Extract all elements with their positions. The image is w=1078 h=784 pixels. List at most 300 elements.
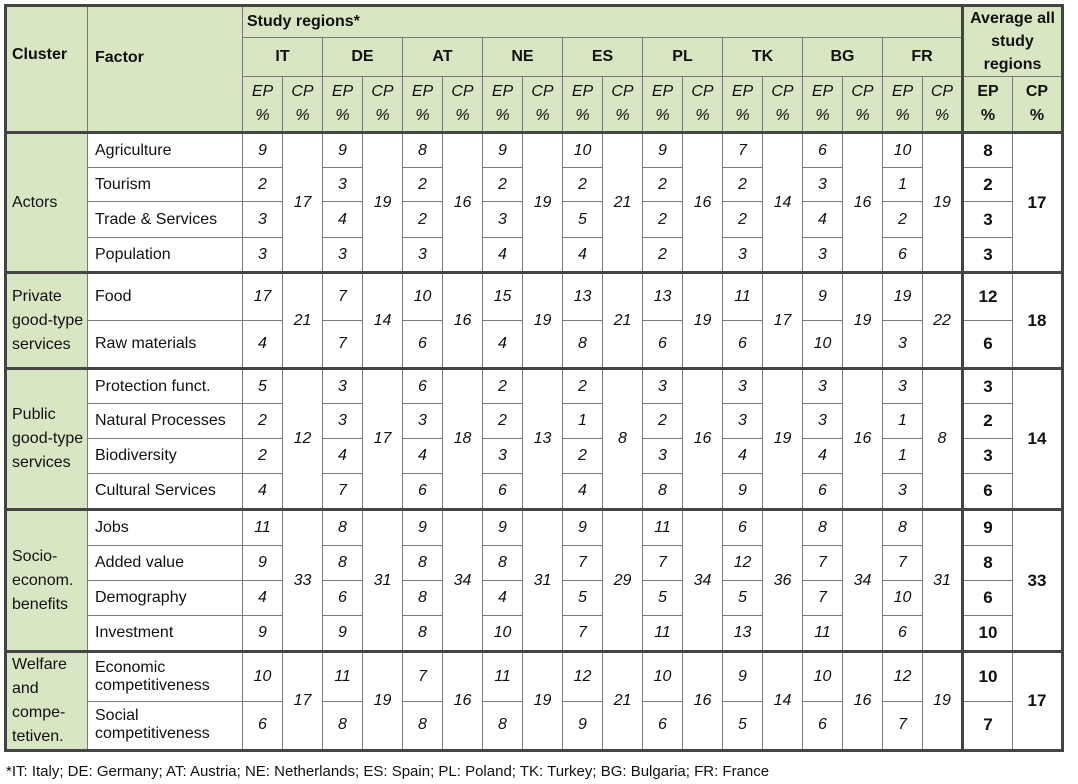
- cp-value-ne: 19: [523, 273, 563, 369]
- factor-name: Investment: [88, 616, 243, 652]
- cp-value-tk: 14: [763, 133, 803, 273]
- ep-unit-pct: %: [735, 107, 750, 124]
- ep-value-de: 9: [323, 616, 363, 652]
- factor-name: Trade & Services: [88, 202, 243, 238]
- ep-value-de: 3: [323, 238, 363, 273]
- ep-value-bg: 4: [803, 202, 843, 238]
- ep-value-fr: 10: [883, 581, 923, 616]
- ep-value-at: 9: [403, 510, 443, 546]
- ep-value-at: 2: [403, 168, 443, 202]
- ep-unit-pct: %: [255, 107, 270, 124]
- ep-value-pl: 2: [643, 202, 683, 238]
- ep-unit-es: [563, 77, 603, 133]
- ep-value-es: 2: [563, 439, 603, 474]
- ep-value-es: 8: [563, 321, 603, 369]
- ep-unit-label: EP: [491, 83, 514, 100]
- ep-value-fr: 1: [883, 439, 923, 474]
- ep-unit-label: EP: [331, 83, 354, 100]
- ep-value-de: 6: [323, 581, 363, 616]
- ep-value-pl: 9: [643, 133, 683, 168]
- cp-value-at: 16: [443, 652, 483, 751]
- factor-name: Tourism: [88, 168, 243, 202]
- ep-value-pl: 7: [643, 546, 683, 581]
- ep-value-fr: 8: [883, 510, 923, 546]
- cp-unit-at: [443, 77, 483, 133]
- ep-value-tk: 9: [723, 474, 763, 510]
- cp-unit-pct: %: [775, 107, 790, 124]
- ep-value-ne: 10: [483, 616, 523, 652]
- ep-value-pl: 13: [643, 273, 683, 321]
- ep-value-fr: 1: [883, 168, 923, 202]
- ep-value-at: 8: [403, 701, 443, 751]
- ep-value-fr: 6: [883, 238, 923, 273]
- ep-value-es: 9: [563, 510, 603, 546]
- factor-name: Social competitiveness: [88, 701, 243, 751]
- cp-value-es: 21: [603, 652, 643, 751]
- ep-value-fr: 12: [883, 652, 923, 702]
- ep-value-es: 4: [563, 238, 603, 273]
- avg-cp-value: 33: [1013, 510, 1063, 652]
- ep-value-tk: 6: [723, 510, 763, 546]
- factor-name: Cultural Services: [88, 474, 243, 510]
- ep-value-es: 10: [563, 133, 603, 168]
- cp-value-it: 17: [283, 652, 323, 751]
- ep-value-ne: 4: [483, 238, 523, 273]
- avg-ep-value: 12: [963, 273, 1013, 321]
- avg-cp-label: CP: [1025, 83, 1049, 100]
- avg-ep-value: 2: [963, 168, 1013, 202]
- ep-value-ne: 4: [483, 321, 523, 369]
- ep-value-at: 3: [403, 238, 443, 273]
- ep-unit-label: EP: [251, 83, 274, 100]
- ep-value-it: 3: [243, 202, 283, 238]
- cp-value-es: 8: [603, 369, 643, 510]
- ep-value-tk: 13: [723, 616, 763, 652]
- factor-name: Food: [88, 273, 243, 321]
- cp-value-bg: 16: [843, 133, 883, 273]
- ep-value-fr: 3: [883, 321, 923, 369]
- ep-value-at: 8: [403, 616, 443, 652]
- avg-ep-value: 6: [963, 474, 1013, 510]
- ep-value-it: 11: [243, 510, 283, 546]
- avg-ep-value: 10: [963, 652, 1013, 702]
- avg-cp-value: 14: [1013, 369, 1063, 510]
- cp-value-pl: 16: [683, 652, 723, 751]
- ep-value-tk: 3: [723, 238, 763, 273]
- ep-value-bg: 4: [803, 439, 843, 474]
- factor-header: Factor: [95, 49, 144, 66]
- ep-value-es: 7: [563, 546, 603, 581]
- avg-cp-pct: %: [1029, 107, 1045, 124]
- ep-value-tk: 3: [723, 369, 763, 404]
- ep-unit-pct: %: [415, 107, 430, 124]
- ep-value-pl: 6: [643, 321, 683, 369]
- cp-value-at: 16: [443, 133, 483, 273]
- ep-value-ne: 11: [483, 652, 523, 702]
- avg-ep-value: 8: [963, 133, 1013, 168]
- ep-unit-de: [323, 77, 363, 133]
- cp-unit-pct: %: [855, 107, 870, 124]
- cp-unit-pct: %: [934, 107, 950, 124]
- ep-value-at: 7: [403, 652, 443, 702]
- cp-value-fr: 8: [923, 369, 963, 510]
- region-code-tk: TK: [723, 38, 803, 77]
- average-header: [963, 6, 1063, 77]
- factor-name: Added value: [88, 546, 243, 581]
- ep-value-tk: 7: [723, 133, 763, 168]
- ep-value-fr: 19: [883, 273, 923, 321]
- ep-value-at: 8: [403, 133, 443, 168]
- cp-unit-fr: [923, 77, 963, 133]
- ep-value-fr: 1: [883, 404, 923, 439]
- ep-value-ne: 2: [483, 168, 523, 202]
- cp-value-it: 17: [283, 133, 323, 273]
- ep-value-de: 7: [323, 321, 363, 369]
- cp-value-es: 21: [603, 133, 643, 273]
- ep-value-it: 4: [243, 321, 283, 369]
- ep-value-de: 8: [323, 546, 363, 581]
- ep-value-de: 7: [323, 273, 363, 321]
- cp-value-ne: 13: [523, 369, 563, 510]
- ep-value-at: 3: [403, 404, 443, 439]
- ep-value-tk: 5: [723, 581, 763, 616]
- cluster-header: Cluster: [12, 46, 68, 63]
- ep-value-de: 4: [323, 439, 363, 474]
- ep-value-it: 9: [243, 616, 283, 652]
- ep-value-de: 3: [323, 404, 363, 439]
- ep-value-fr: 7: [883, 546, 923, 581]
- ep-value-it: 2: [243, 168, 283, 202]
- ep-unit-label: EP: [651, 83, 674, 100]
- ep-value-ne: 3: [483, 202, 523, 238]
- avg-ep-pct: %: [980, 107, 996, 124]
- cp-value-ne: 19: [523, 652, 563, 751]
- cp-value-es: 29: [603, 510, 643, 652]
- cp-value-tk: 36: [763, 510, 803, 652]
- ep-value-bg: 3: [803, 168, 843, 202]
- ep-value-at: 10: [403, 273, 443, 321]
- ep-value-es: 2: [563, 168, 603, 202]
- avg-ep-value: 3: [963, 439, 1013, 474]
- ep-value-bg: 7: [803, 581, 843, 616]
- ep-value-bg: 9: [803, 273, 843, 321]
- ep-value-at: 6: [403, 369, 443, 404]
- avg-ep-value: 7: [963, 701, 1013, 751]
- factor-name: Jobs: [88, 510, 243, 546]
- ep-unit-label: EP: [411, 83, 434, 100]
- region-code-pl: PL: [643, 38, 723, 77]
- ep-value-pl: 5: [643, 581, 683, 616]
- ep-value-it: 9: [243, 546, 283, 581]
- average-title: Average all study regions: [970, 10, 1055, 73]
- ep-value-tk: 2: [723, 202, 763, 238]
- ep-value-it: 9: [243, 133, 283, 168]
- cluster-name: Socio-econom. benefits: [6, 510, 88, 652]
- region-code-ne: NE: [483, 38, 563, 77]
- ep-value-fr: 6: [883, 616, 923, 652]
- ep-value-tk: 12: [723, 546, 763, 581]
- cp-unit-label: CP: [531, 83, 554, 100]
- ep-value-tk: 4: [723, 439, 763, 474]
- ep-value-it: 17: [243, 273, 283, 321]
- cp-unit-label: CP: [371, 83, 394, 100]
- ep-unit-fr: [883, 77, 923, 133]
- cp-unit-label: CP: [691, 83, 714, 100]
- ep-value-tk: 3: [723, 404, 763, 439]
- ep-value-at: 8: [403, 581, 443, 616]
- cp-value-de: 19: [363, 652, 403, 751]
- avg-ep-value: 6: [963, 581, 1013, 616]
- cp-unit-bg: [843, 77, 883, 133]
- cp-unit-it: [283, 77, 323, 133]
- cp-value-ne: 31: [523, 510, 563, 652]
- cp-value-pl: 34: [683, 510, 723, 652]
- cp-value-it: 21: [283, 273, 323, 369]
- ep-value-de: 8: [323, 510, 363, 546]
- avg-cp-value: 17: [1013, 133, 1063, 273]
- ep-unit-pct: %: [655, 107, 670, 124]
- cp-value-fr: 22: [923, 273, 963, 369]
- cluster-header-cell: [6, 6, 88, 133]
- cp-unit-pct: %: [375, 107, 390, 124]
- factor-name: Agriculture: [88, 133, 243, 168]
- cp-value-ne: 19: [523, 133, 563, 273]
- ep-value-de: 3: [323, 168, 363, 202]
- ep-unit-pct: %: [895, 107, 910, 124]
- cp-unit-de: [363, 77, 403, 133]
- cp-unit-pct: %: [615, 107, 630, 124]
- ep-unit-label: EP: [891, 83, 914, 100]
- cp-value-it: 12: [283, 369, 323, 510]
- ep-unit-bg: [803, 77, 843, 133]
- cp-value-fr: 31: [923, 510, 963, 652]
- ep-value-bg: 8: [803, 510, 843, 546]
- cp-value-bg: 34: [843, 510, 883, 652]
- avg-ep-value: 8: [963, 546, 1013, 581]
- ep-value-bg: 3: [803, 369, 843, 404]
- cluster-name: Private good-type services: [6, 273, 88, 369]
- ep-value-ne: 8: [483, 546, 523, 581]
- ep-value-es: 12: [563, 652, 603, 702]
- avg-ep-value: 3: [963, 369, 1013, 404]
- ep-value-bg: 11: [803, 616, 843, 652]
- cp-value-tk: 17: [763, 273, 803, 369]
- region-code-fr: FR: [883, 38, 963, 77]
- ep-unit-it: [243, 77, 283, 133]
- ep-value-ne: 8: [483, 701, 523, 751]
- ep-value-pl: 3: [643, 369, 683, 404]
- ep-value-bg: 6: [803, 701, 843, 751]
- ep-value-tk: 5: [723, 701, 763, 751]
- ep-value-de: 9: [323, 133, 363, 168]
- ep-value-de: 4: [323, 202, 363, 238]
- factor-name: Raw materials: [88, 321, 243, 369]
- factor-header-cell: [88, 6, 243, 133]
- ep-value-tk: 9: [723, 652, 763, 702]
- ep-value-de: 11: [323, 652, 363, 702]
- avg-cp-unit: [1013, 77, 1063, 133]
- ep-value-bg: 10: [803, 321, 843, 369]
- cp-value-at: 34: [443, 510, 483, 652]
- ep-value-es: 4: [563, 474, 603, 510]
- cp-unit-label: CP: [930, 83, 954, 100]
- ep-value-es: 5: [563, 581, 603, 616]
- ep-value-ne: 9: [483, 133, 523, 168]
- ep-value-pl: 11: [643, 510, 683, 546]
- ep-value-it: 4: [243, 474, 283, 510]
- ep-value-bg: 6: [803, 474, 843, 510]
- ep-value-fr: 10: [883, 133, 923, 168]
- avg-cp-value: 18: [1013, 273, 1063, 369]
- cp-value-de: 31: [363, 510, 403, 652]
- ep-unit-at: [403, 77, 443, 133]
- avg-ep-value: 9: [963, 510, 1013, 546]
- cp-value-de: 14: [363, 273, 403, 369]
- ep-value-at: 8: [403, 546, 443, 581]
- factor-name: Natural Processes: [88, 404, 243, 439]
- ep-value-it: 3: [243, 238, 283, 273]
- cp-unit-tk: [763, 77, 803, 133]
- ep-unit-pct: %: [815, 107, 830, 124]
- ep-value-bg: 3: [803, 238, 843, 273]
- ep-value-pl: 6: [643, 701, 683, 751]
- factor-name: Demography: [88, 581, 243, 616]
- avg-cp-value: 17: [1013, 652, 1063, 751]
- ep-value-bg: 10: [803, 652, 843, 702]
- ep-value-bg: 7: [803, 546, 843, 581]
- ep-unit-label: EP: [811, 83, 834, 100]
- cluster-name: Actors: [6, 133, 88, 273]
- ep-unit-pct: %: [335, 107, 350, 124]
- cp-value-de: 17: [363, 369, 403, 510]
- cluster-name: Public good-type services: [6, 369, 88, 510]
- ep-value-ne: 15: [483, 273, 523, 321]
- avg-ep-value: 3: [963, 202, 1013, 238]
- ep-value-at: 2: [403, 202, 443, 238]
- ep-value-pl: 10: [643, 652, 683, 702]
- ep-value-de: 3: [323, 369, 363, 404]
- ep-value-pl: 2: [643, 238, 683, 273]
- cp-unit-label: CP: [291, 83, 314, 100]
- cp-value-tk: 19: [763, 369, 803, 510]
- cp-unit-label: CP: [451, 83, 474, 100]
- avg-ep-label: EP: [977, 83, 999, 100]
- ep-value-it: 5: [243, 369, 283, 404]
- ep-unit-label: EP: [731, 83, 754, 100]
- factor-name: Population: [88, 238, 243, 273]
- cp-value-pl: 16: [683, 369, 723, 510]
- avg-ep-value: 3: [963, 238, 1013, 273]
- cp-value-it: 33: [283, 510, 323, 652]
- study-regions-title: Study regions*: [247, 13, 360, 31]
- ep-value-es: 5: [563, 202, 603, 238]
- ep-value-it: 2: [243, 404, 283, 439]
- ep-value-bg: 6: [803, 133, 843, 168]
- region-code-es: ES: [563, 38, 643, 77]
- ep-value-fr: 7: [883, 701, 923, 751]
- ep-value-it: 2: [243, 439, 283, 474]
- region-code-de: DE: [323, 38, 403, 77]
- ep-unit-pct: %: [575, 107, 590, 124]
- ep-value-ne: 3: [483, 439, 523, 474]
- ep-unit-ne: [483, 77, 523, 133]
- ep-unit-tk: [723, 77, 763, 133]
- ep-value-pl: 8: [643, 474, 683, 510]
- ep-value-ne: 6: [483, 474, 523, 510]
- ep-value-bg: 3: [803, 404, 843, 439]
- region-code-at: AT: [403, 38, 483, 77]
- ep-value-es: 2: [563, 369, 603, 404]
- ep-value-fr: 3: [883, 369, 923, 404]
- avg-ep-value: 10: [963, 616, 1013, 652]
- ep-value-de: 8: [323, 701, 363, 751]
- cp-unit-label: CP: [771, 83, 794, 100]
- cp-unit-pct: %: [455, 107, 470, 124]
- ep-value-it: 10: [243, 652, 283, 702]
- ep-value-tk: 2: [723, 168, 763, 202]
- ep-value-de: 7: [323, 474, 363, 510]
- data-table-container: [4, 4, 1064, 752]
- cp-value-at: 16: [443, 273, 483, 369]
- factor-name: Economic competitiveness: [88, 652, 243, 702]
- avg-ep-value: 6: [963, 321, 1013, 369]
- ep-value-ne: 9: [483, 510, 523, 546]
- cp-value-fr: 19: [923, 133, 963, 273]
- ep-value-pl: 2: [643, 168, 683, 202]
- ep-value-es: 7: [563, 616, 603, 652]
- ep-value-pl: 11: [643, 616, 683, 652]
- ep-value-ne: 4: [483, 581, 523, 616]
- ep-value-es: 1: [563, 404, 603, 439]
- ep-unit-pct: %: [495, 107, 510, 124]
- cp-unit-pct: %: [295, 107, 310, 124]
- ep-unit-label: EP: [571, 83, 594, 100]
- region-code-it: IT: [243, 38, 323, 77]
- cp-value-bg: 16: [843, 369, 883, 510]
- ep-value-at: 4: [403, 439, 443, 474]
- cp-unit-pl: [683, 77, 723, 133]
- ep-value-fr: 3: [883, 474, 923, 510]
- ep-value-pl: 2: [643, 404, 683, 439]
- avg-ep-unit: [963, 77, 1013, 133]
- ep-value-es: 9: [563, 701, 603, 751]
- ep-value-it: 4: [243, 581, 283, 616]
- cp-unit-pct: %: [695, 107, 710, 124]
- ep-value-es: 13: [563, 273, 603, 321]
- avg-ep-value: 2: [963, 404, 1013, 439]
- ep-value-tk: 11: [723, 273, 763, 321]
- ep-value-tk: 6: [723, 321, 763, 369]
- cp-unit-ne: [523, 77, 563, 133]
- ep-value-ne: 2: [483, 404, 523, 439]
- cp-value-bg: 19: [843, 273, 883, 369]
- ep-value-at: 6: [403, 474, 443, 510]
- cp-unit-label: CP: [611, 83, 634, 100]
- cp-unit-pct: %: [535, 107, 550, 124]
- factor-name: Biodiversity: [88, 439, 243, 474]
- cp-value-pl: 19: [683, 273, 723, 369]
- factor-name: Protection funct.: [88, 369, 243, 404]
- cp-value-tk: 14: [763, 652, 803, 751]
- cp-value-es: 21: [603, 273, 643, 369]
- ep-unit-pl: [643, 77, 683, 133]
- cp-unit-es: [603, 77, 643, 133]
- ep-value-it: 6: [243, 701, 283, 751]
- results-table: [4, 4, 1064, 752]
- region-code-bg: BG: [803, 38, 883, 77]
- cp-value-at: 18: [443, 369, 483, 510]
- cp-unit-label: CP: [851, 83, 874, 100]
